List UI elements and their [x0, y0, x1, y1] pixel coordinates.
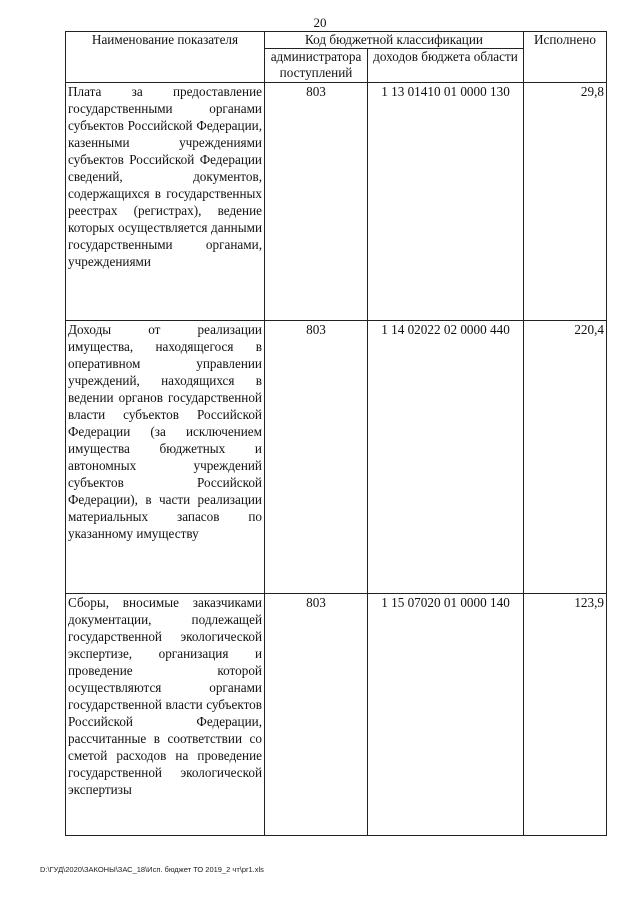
executed-amount: 220,4 [524, 321, 607, 594]
budget-report-table [65, 31, 607, 836]
file-path-footer: D:\ГУД\2020\ЗАКОНЫ\ЗАС_18\Исп. бюджет ТО 2019_2 чт\pr1.xls [40, 865, 264, 874]
administrator-code: 803 [265, 321, 368, 594]
table-row [66, 83, 607, 321]
header-budget-code: Код бюджетной классификации [265, 32, 524, 49]
header-administrator: администратора поступлений [265, 49, 368, 83]
indicator-name: Доходы от реализации имущества, находящегося в оперативном управлении учреждений, находящихся в ведении органов государственной власти субъектов Российской Федерации (за исключением имущества бюджетных и автономных учреждений субъектов Российской Федерации), в части реализации материальных запасов по указанному имуществу [66, 321, 265, 594]
revenue-code: 1 13 01410 01 0000 130 [368, 83, 524, 321]
revenue-code: 1 15 07020 01 0000 140 [368, 594, 524, 836]
administrator-code: 803 [265, 594, 368, 836]
table-row [66, 594, 607, 836]
administrator-code: 803 [265, 83, 368, 321]
indicator-name: Сборы, вносимые заказчиками документации, подлежащей государственной экологической экспертизе, организация и проведение которой осуществляются органами государственной власти субъектов Российской Федерации, рассчитанные в соответствии со сметой расходов на проведение государственной экологической экспертизы [66, 594, 265, 836]
executed-amount: 29,8 [524, 83, 607, 321]
page-number: 20 [313, 15, 327, 30]
executed-amount: 123,9 [524, 594, 607, 836]
header-executed: Исполнено [524, 32, 607, 83]
header-revenue-code: доходов бюджета области [368, 49, 524, 83]
header-indicator-name: Наименование показателя [66, 32, 265, 83]
revenue-code: 1 14 02022 02 0000 440 [368, 321, 524, 594]
table-row [66, 321, 607, 594]
indicator-name: Плата за предоставление государственными органами субъектов Российской Федерации, казенными учреждениями субъектов Российской Федерации сведений, документов, содержащихся в государственных реестрах (регистрах), ведение которых осуществляется данными государственными органами, учреждениями [66, 83, 265, 321]
